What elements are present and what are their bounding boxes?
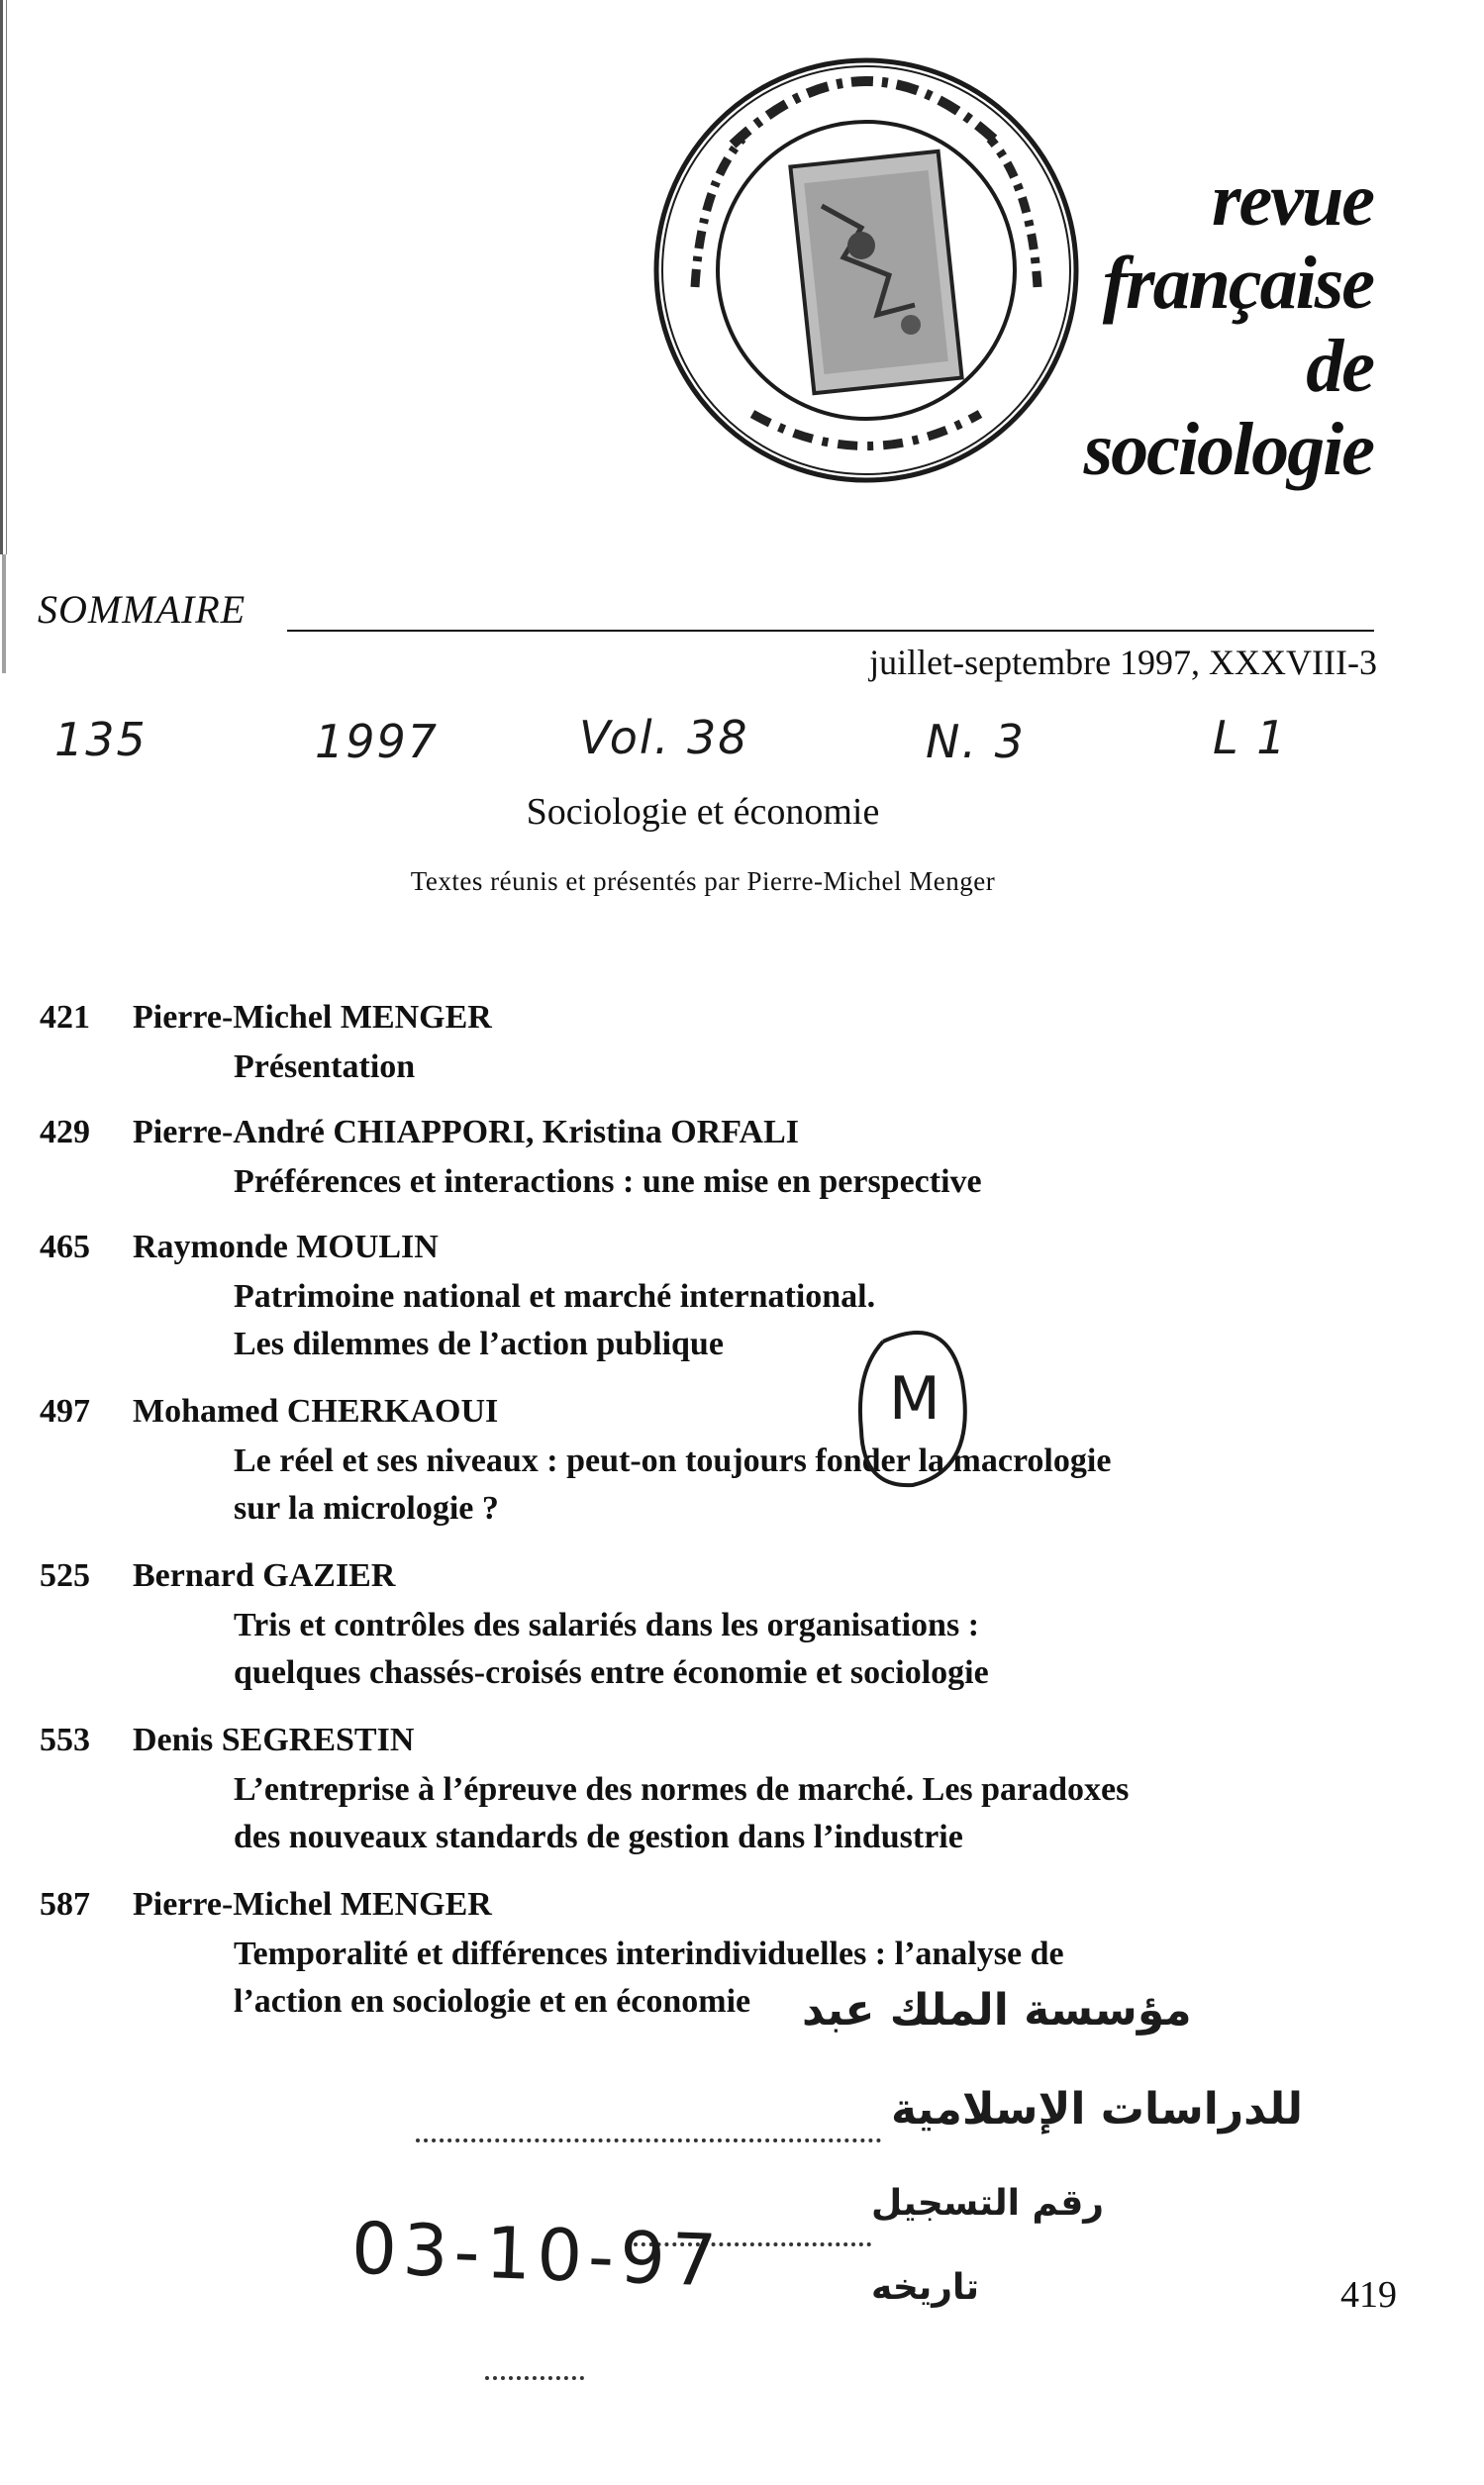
toc-title: Patrimoine national et marché international.	[234, 1278, 876, 1315]
toc-author: Pierre-Michel MENGER	[133, 999, 492, 1036]
journal-title	[1084, 158, 1373, 491]
toc-title-continued: sur la micrologie ?	[234, 1490, 499, 1527]
toc-title: L’entreprise à l’épreuve des normes de marché. Les paradoxes	[234, 1771, 1130, 1808]
circled-annotation	[853, 1322, 982, 1495]
journal-title-line: sociologie	[1083, 408, 1373, 491]
stamp-dotted-line	[485, 2376, 584, 2380]
handwritten-shelf: L 1	[1213, 711, 1288, 764]
toc-author: Mohamed CHERKAOUI	[133, 1393, 499, 1430]
toc-title-continued: l’action en sociologie et en économie	[234, 1983, 751, 2020]
handwritten-year: 1997	[315, 715, 440, 768]
issue-editor: Textes réunis et présentés par Pierre-Michel Menger	[410, 866, 996, 896]
toc-page: 465	[40, 1229, 90, 1265]
toc-page: 525	[40, 1557, 90, 1594]
issue-date: juillet-septembre 1997, XXXVIII-3	[869, 643, 1377, 682]
library-stamp	[624, 28, 1109, 513]
toc-page: 421	[40, 999, 90, 1036]
handwritten-number: 135	[54, 713, 148, 766]
circled-letter: M	[889, 1364, 940, 1434]
stamp-line: رقم التسجيل	[871, 2183, 1105, 2224]
toc-author: Pierre-André CHIAPPORI, Kristina ORFALI	[133, 1114, 799, 1150]
toc-author: Denis SEGRESTIN	[133, 1722, 415, 1758]
toc-page: 429	[40, 1114, 90, 1150]
journal-title-line: revue	[1211, 158, 1373, 242]
toc-title-continued: des nouveaux standards de gestion dans l’industrie	[234, 1819, 963, 1855]
toc-author: Bernard GAZIER	[133, 1557, 396, 1594]
toc-title-continued: Les dilemmes de l’action publique	[234, 1326, 724, 1362]
binding-edge	[0, 0, 14, 554]
toc-title: Présentation	[234, 1048, 416, 1085]
sommaire-heading: SOMMAIRE	[38, 587, 247, 632]
toc-author: Raymonde MOULIN	[133, 1229, 439, 1265]
issue-theme: Sociologie et économie	[526, 791, 880, 833]
toc-page: 587	[40, 1886, 90, 1923]
handwritten-volume: Vol. 38	[579, 711, 749, 764]
handwritten-issue: N. 3	[926, 715, 1026, 768]
handwritten-date: 03-10-97	[349, 2206, 725, 2303]
toc-page: 553	[40, 1722, 90, 1758]
toc-title: Le réel et ses niveaux : peut-on toujours fonder la macrologie	[234, 1442, 1112, 1479]
header-rule	[287, 630, 1374, 632]
toc-page: 497	[40, 1393, 90, 1430]
toc-title: Temporalité et différences interindividuelles : l’analyse de	[234, 1936, 1064, 1972]
toc-title-continued: quelques chassés-croisés entre économie et sociologie	[234, 1654, 989, 1691]
toc-title: Tris et contrôles des salariés dans les organisations :	[234, 1607, 980, 1643]
toc-author: Pierre-Michel MENGER	[133, 1886, 492, 1923]
stamp-line: مؤسسة الملك عبد	[802, 1985, 1192, 2036]
page-number: 419	[1340, 2274, 1397, 2316]
stamp-dotted-line	[416, 2138, 881, 2142]
stamp-line: تاريخه	[871, 2267, 980, 2308]
journal-title-line: de	[1306, 325, 1373, 408]
journal-title-line: française	[1102, 242, 1373, 325]
toc-title: Préférences et interactions : une mise en perspective	[234, 1163, 982, 1200]
stamp-line: للدراسات الإسلامية	[891, 2084, 1304, 2135]
binding-edge-mark	[2, 554, 6, 673]
